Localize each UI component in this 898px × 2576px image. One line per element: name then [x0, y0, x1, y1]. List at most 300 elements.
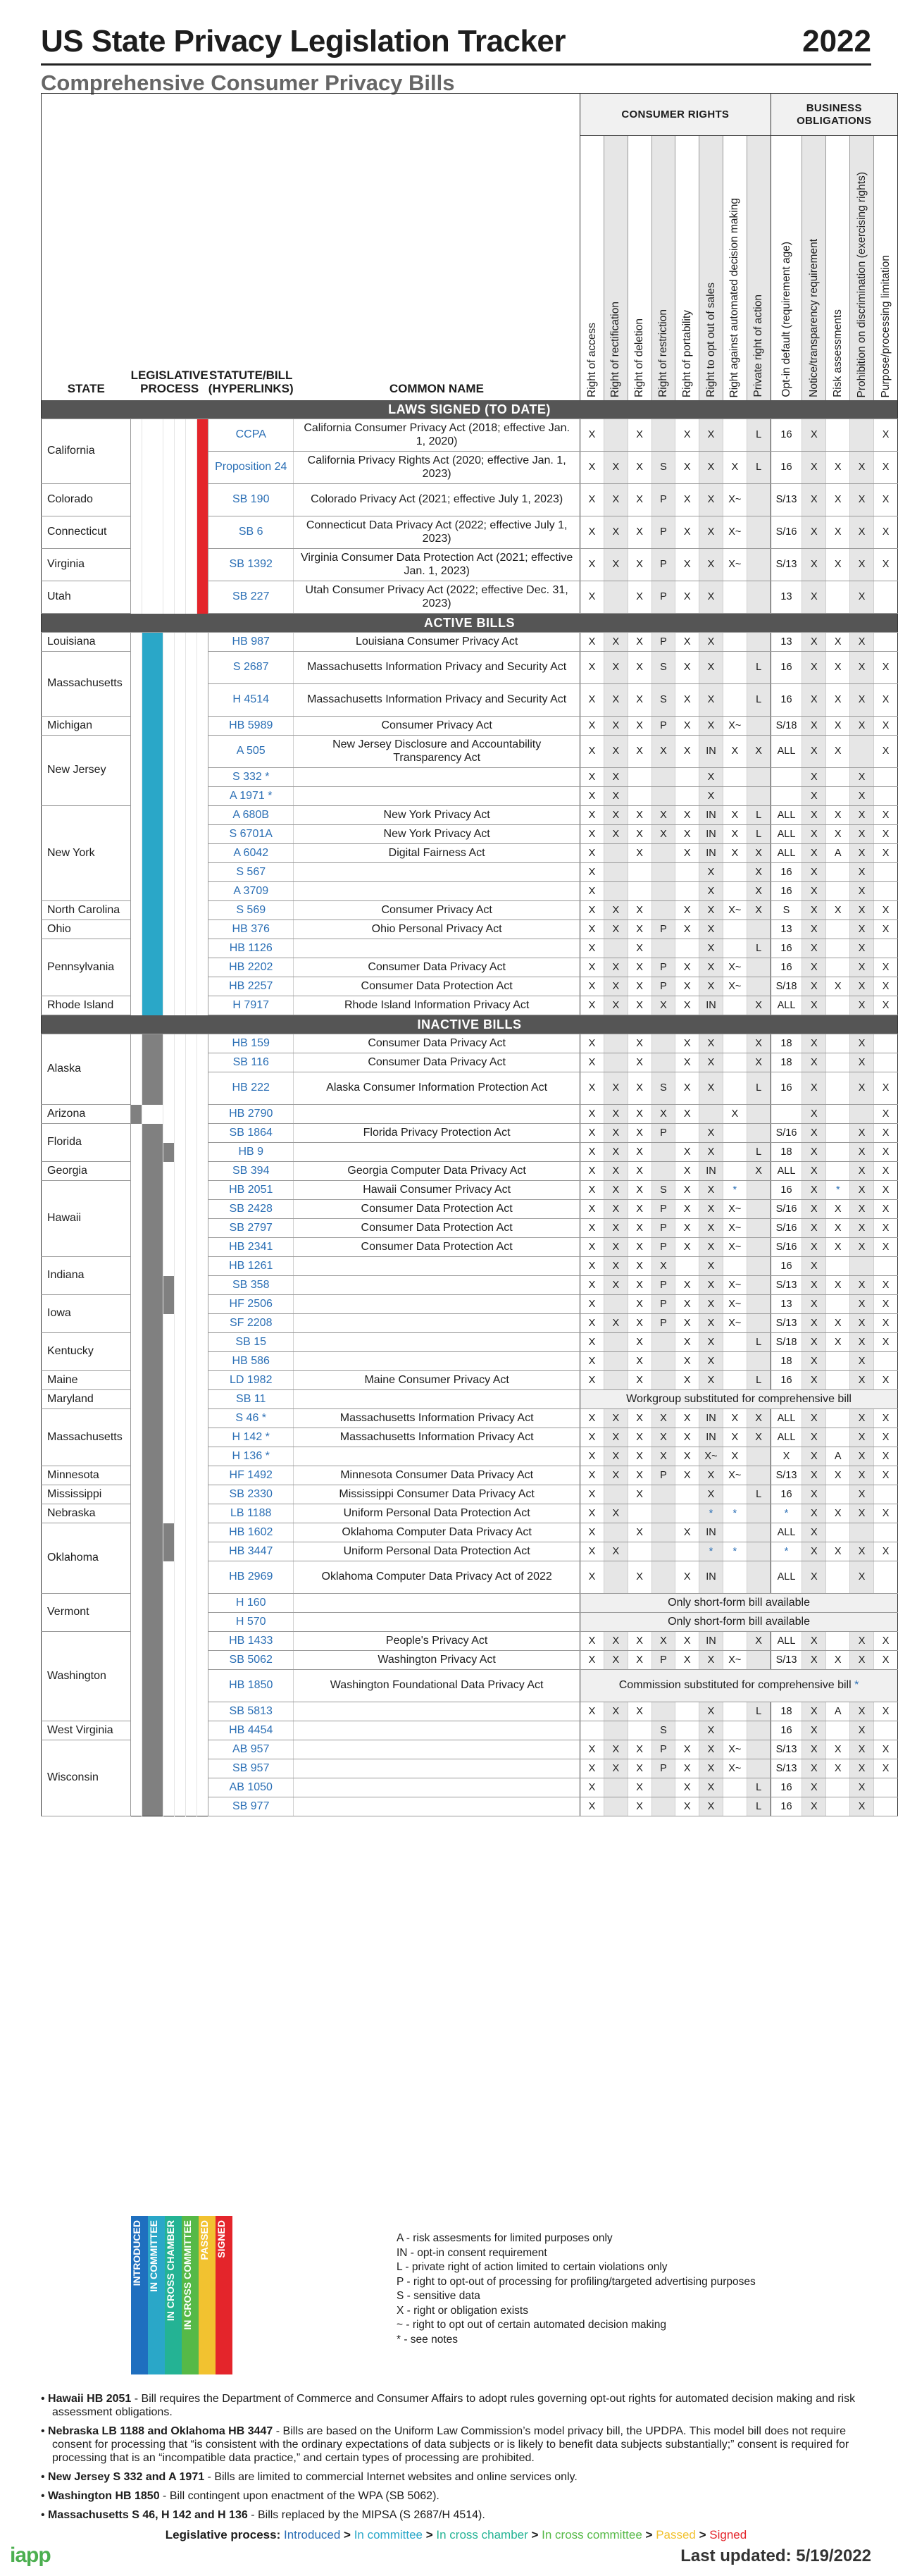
- bill-number[interactable]: SF 2208: [229, 1316, 273, 1329]
- bill-number[interactable]: HB 5989: [229, 719, 273, 731]
- process-slot: [197, 1314, 208, 1333]
- value-cell: X: [604, 1162, 628, 1181]
- value-cell: [747, 1352, 771, 1371]
- value-cell: 13: [771, 920, 802, 939]
- state-name: Connecticut: [42, 516, 131, 549]
- value-cell: X: [850, 1721, 874, 1740]
- value-cell: X: [628, 1523, 651, 1542]
- value-cell: [675, 1721, 699, 1740]
- value-cell: X: [628, 549, 651, 581]
- bill-number[interactable]: HF 1492: [229, 1468, 273, 1481]
- value-cell: X~: [723, 1276, 747, 1295]
- bullet-icon: •: [41, 2425, 49, 2437]
- bill-link[interactable]: [208, 1428, 294, 1447]
- bill-row: [42, 1613, 898, 1632]
- process-slot: [174, 549, 185, 581]
- value-cell: X: [850, 844, 874, 863]
- common-name: New York Privacy Act: [294, 825, 580, 844]
- value-cell: [604, 1485, 628, 1504]
- bill-number[interactable]: AB 957: [232, 1742, 270, 1755]
- common-name: Massachusetts Information Privacy Act: [294, 1428, 580, 1447]
- process-slot: [197, 1561, 208, 1594]
- process-slot: [131, 1740, 142, 1759]
- value-cell: X: [802, 652, 826, 684]
- value-cell: X: [747, 996, 771, 1015]
- bill-link[interactable]: [208, 1124, 294, 1143]
- bill-number[interactable]: H 136: [232, 1449, 263, 1462]
- value-cell: X: [675, 1797, 699, 1816]
- bill-link[interactable]: [208, 633, 294, 652]
- process-slot: [131, 977, 142, 996]
- value-cell: [747, 1238, 771, 1257]
- bill-link[interactable]: [208, 684, 294, 717]
- bill-number[interactable]: A 1971: [229, 789, 265, 802]
- bill-link[interactable]: [208, 1523, 294, 1542]
- bill-link[interactable]: [208, 1390, 294, 1409]
- bill-number[interactable]: HB 2202: [229, 960, 273, 973]
- value-cell: S/18: [771, 977, 802, 996]
- value-cell: X: [850, 717, 874, 736]
- bill-link[interactable]: [208, 1778, 294, 1797]
- bill-number[interactable]: A 6042: [233, 846, 269, 859]
- value-cell: X: [699, 1295, 723, 1314]
- value-cell: X: [802, 1162, 826, 1181]
- bill-link[interactable]: [208, 484, 294, 516]
- value-cell: [826, 1371, 850, 1390]
- process-slot: [142, 1428, 163, 1447]
- bill-number[interactable]: S 569: [236, 903, 266, 916]
- value-cell: X: [699, 882, 723, 901]
- process-slot: [197, 1238, 208, 1257]
- process-slot: [174, 736, 185, 768]
- process-slot: [163, 901, 174, 920]
- value-cell: X: [850, 581, 874, 614]
- state-name: Virginia: [42, 549, 131, 581]
- bill-link[interactable]: [208, 1561, 294, 1594]
- bill-number[interactable]: Proposition 24: [215, 461, 287, 473]
- value-cell: [826, 1721, 850, 1740]
- bill-link[interactable]: [208, 652, 294, 684]
- footnote: [41, 2508, 858, 2522]
- bill-number[interactable]: HB 586: [232, 1354, 270, 1367]
- bill-number[interactable]: A 505: [236, 745, 266, 757]
- process-slot: [163, 939, 174, 958]
- value-cell: 16: [771, 882, 802, 901]
- value-cell: P: [651, 1219, 675, 1238]
- bill-link[interactable]: [208, 882, 294, 901]
- value-cell: X~: [723, 958, 747, 977]
- bill-link[interactable]: [208, 1702, 294, 1721]
- state-name: West Virginia: [42, 1721, 131, 1740]
- footnote-subject: Washington HB 1850: [48, 2490, 160, 2502]
- footnote: [41, 2489, 858, 2503]
- bill-number[interactable]: SB 977: [232, 1800, 270, 1812]
- stage-legend: [41, 2216, 871, 2374]
- bill-link[interactable]: [208, 1257, 294, 1276]
- value-cell: [771, 768, 802, 787]
- bill-number[interactable]: S 2687: [232, 661, 269, 674]
- bill-number[interactable]: SB 190: [232, 493, 270, 506]
- value-cell: X: [675, 806, 699, 825]
- bill-number[interactable]: HB 1433: [229, 1634, 273, 1647]
- bill-number[interactable]: SB 957: [232, 1761, 270, 1774]
- value-cell: [723, 1485, 747, 1504]
- value-cell: 16: [771, 1485, 802, 1504]
- value-cell: ALL: [771, 1162, 802, 1181]
- process-slot: [197, 1371, 208, 1390]
- process-slot: [186, 1778, 197, 1797]
- bill-link[interactable]: [208, 717, 294, 736]
- value-cell: X: [604, 1314, 628, 1333]
- process-slot: [163, 882, 174, 901]
- section-row: [42, 614, 898, 633]
- bill-link[interactable]: [208, 1352, 294, 1371]
- bill-row: [42, 1778, 898, 1797]
- bill-number[interactable]: HB 2790: [229, 1107, 273, 1120]
- bill-link[interactable]: [208, 549, 294, 581]
- value-cell: X: [580, 1333, 604, 1352]
- value-cell: [723, 419, 747, 452]
- process-slot: [174, 1352, 185, 1371]
- bill-link[interactable]: [208, 768, 294, 787]
- bill-number[interactable]: S 567: [236, 865, 266, 878]
- bill-link[interactable]: [208, 1797, 294, 1816]
- value-cell: X: [850, 882, 874, 901]
- bill-number[interactable]: H 4514: [232, 693, 270, 706]
- bill-number[interactable]: S 6701A: [229, 827, 273, 840]
- bill-number[interactable]: HB 9: [238, 1145, 264, 1158]
- value-cell: X: [628, 419, 651, 452]
- value-cell: 16: [771, 1181, 802, 1200]
- column-header-12: [850, 136, 874, 401]
- bill-link[interactable]: [208, 939, 294, 958]
- bill-number[interactable]: SB 5813: [229, 1704, 273, 1717]
- bill-link[interactable]: [208, 1613, 294, 1632]
- bill-row: [42, 516, 898, 549]
- process-slot: [197, 1072, 208, 1105]
- statute-column-header: STATUTE/BILL (HYPERLINKS): [208, 368, 294, 396]
- bill-link[interactable]: [208, 1485, 294, 1504]
- process-slot: [174, 1333, 185, 1352]
- value-cell: X: [850, 939, 874, 958]
- value-cell: X: [826, 1759, 850, 1778]
- value-cell: [723, 1053, 747, 1072]
- bill-link[interactable]: [208, 844, 294, 863]
- process-slot: [163, 787, 174, 806]
- stage-bar-in-committee: [148, 2216, 165, 2374]
- common-name: Alaska Consumer Information Protection Act: [294, 1072, 580, 1105]
- bill-number[interactable]: H 570: [235, 1615, 266, 1628]
- value-cell: L: [747, 1778, 771, 1797]
- bill-number[interactable]: HB 222: [232, 1082, 270, 1094]
- bill-link[interactable]: [208, 1053, 294, 1072]
- bill-link[interactable]: [208, 1105, 294, 1124]
- bill-number[interactable]: HB 2051: [229, 1183, 273, 1196]
- process-slot: [186, 1702, 197, 1721]
- bill-link[interactable]: [208, 806, 294, 825]
- value-cell: X: [850, 1143, 874, 1162]
- common-name: Consumer Privacy Act: [294, 717, 580, 736]
- bill-link[interactable]: [208, 736, 294, 768]
- value-cell: [723, 787, 747, 806]
- bill-number[interactable]: SB 2330: [229, 1487, 273, 1500]
- bill-link[interactable]: [208, 1371, 294, 1390]
- bill-number[interactable]: HB 1261: [229, 1259, 273, 1272]
- value-cell: S/13: [771, 484, 802, 516]
- bill-link[interactable]: [208, 1162, 294, 1181]
- bill-link[interactable]: [208, 977, 294, 996]
- bill-number[interactable]: SB 1392: [229, 558, 273, 571]
- bill-number[interactable]: SB 227: [232, 590, 270, 603]
- value-cell: 18: [771, 1702, 802, 1721]
- value-cell: X: [747, 1162, 771, 1181]
- value-cell: X: [802, 939, 826, 958]
- common-name: Maine Consumer Privacy Act: [294, 1371, 580, 1390]
- process-slot: [163, 1702, 174, 1721]
- bill-number[interactable]: HB 1602: [229, 1525, 273, 1538]
- bill-number[interactable]: SB 15: [235, 1335, 267, 1348]
- bullet-icon: •: [41, 2471, 49, 2483]
- process-slot: [197, 1466, 208, 1485]
- bill-number[interactable]: SB 116: [232, 1055, 269, 1068]
- bill-link[interactable]: [208, 901, 294, 920]
- value-cell: X: [802, 958, 826, 977]
- bill-number[interactable]: HF 2506: [229, 1297, 273, 1310]
- process-slot: [142, 1238, 163, 1257]
- bill-link[interactable]: [208, 787, 294, 806]
- value-cell: X: [802, 1651, 826, 1670]
- bill-link[interactable]: [208, 863, 294, 882]
- bill-link[interactable]: [208, 1721, 294, 1740]
- bill-link[interactable]: [208, 1594, 294, 1613]
- value-cell: IN: [699, 1523, 723, 1542]
- bill-number[interactable]: A 680B: [232, 808, 270, 821]
- note-star-icon: *: [264, 789, 273, 802]
- value-cell: X: [699, 977, 723, 996]
- state-name: Iowa: [42, 1295, 131, 1333]
- value-cell: X: [675, 736, 699, 768]
- process-slot: [142, 1200, 163, 1219]
- value-cell: [651, 1797, 675, 1816]
- process-slot: [142, 1371, 163, 1390]
- value-cell: X: [675, 1295, 699, 1314]
- value-cell: X~: [723, 901, 747, 920]
- bill-number[interactable]: SB 5062: [229, 1653, 273, 1666]
- bill-number[interactable]: SB 394: [232, 1164, 270, 1177]
- value-cell: [826, 882, 850, 901]
- value-cell: [604, 1721, 628, 1740]
- value-cell: X: [802, 1238, 826, 1257]
- bill-number[interactable]: HB 376: [232, 922, 270, 935]
- bill-link[interactable]: [208, 419, 294, 452]
- process-slot: [131, 901, 142, 920]
- bill-number[interactable]: S 332: [232, 770, 262, 783]
- stage-label: INTRODUCED: [131, 2220, 142, 2286]
- process-slot: [197, 1702, 208, 1721]
- bill-link[interactable]: [208, 1651, 294, 1670]
- bill-link[interactable]: [208, 825, 294, 844]
- bill-number[interactable]: LB 1188: [230, 1506, 272, 1519]
- bill-link[interactable]: [208, 1542, 294, 1561]
- process-step: Signed: [709, 2528, 747, 2541]
- bill-link[interactable]: [208, 516, 294, 549]
- bill-number[interactable]: HB 1126: [229, 941, 273, 954]
- bill-number[interactable]: SB 6: [238, 526, 263, 538]
- value-cell: L: [747, 452, 771, 484]
- bill-number[interactable]: SB 358: [232, 1278, 270, 1291]
- bill-number[interactable]: AB 1050: [229, 1781, 273, 1793]
- bill-link[interactable]: [208, 1466, 294, 1485]
- column-header-row: [42, 136, 898, 401]
- value-cell: [771, 787, 802, 806]
- value-cell: X: [580, 1276, 604, 1295]
- bill-number[interactable]: HB 159: [232, 1036, 270, 1049]
- value-cell: [747, 1561, 771, 1594]
- bill-link[interactable]: [208, 1670, 294, 1702]
- bill-number[interactable]: HB 2257: [229, 979, 273, 992]
- bill-link[interactable]: [208, 1034, 294, 1053]
- process-slot: [174, 1124, 185, 1143]
- value-cell: X: [580, 882, 604, 901]
- column-header-5: [675, 136, 699, 401]
- bill-link[interactable]: [208, 581, 294, 614]
- process-slot: [163, 1181, 174, 1200]
- value-cell: X: [604, 549, 628, 581]
- value-cell: X: [580, 1651, 604, 1670]
- column-header-label: Right of deletion: [633, 318, 646, 397]
- process-slot: [131, 939, 142, 958]
- bill-number[interactable]: H 160: [235, 1596, 266, 1609]
- value-cell: X: [580, 652, 604, 684]
- process-slot: [197, 581, 208, 614]
- bill-link[interactable]: [208, 1219, 294, 1238]
- bill-link[interactable]: [208, 1409, 294, 1428]
- process-slot: [131, 1314, 142, 1333]
- common-name: Louisiana Consumer Privacy Act: [294, 633, 580, 652]
- bill-link[interactable]: [208, 1447, 294, 1466]
- bill-link[interactable]: [208, 1276, 294, 1295]
- process-slot: [142, 1651, 163, 1670]
- bill-number[interactable]: HB 1850: [229, 1679, 273, 1692]
- bill-link[interactable]: [208, 1333, 294, 1352]
- process-slot: [163, 1670, 174, 1702]
- process-slot: [142, 736, 163, 768]
- value-cell: X: [850, 806, 874, 825]
- common-name: Consumer Data Protection Act: [294, 977, 580, 996]
- bill-link[interactable]: [208, 1295, 294, 1314]
- bill-link[interactable]: [208, 452, 294, 484]
- bill-row: [42, 1034, 898, 1053]
- process-slot: [174, 1702, 185, 1721]
- bill-row: [42, 1105, 898, 1124]
- value-cell: [874, 1352, 898, 1371]
- value-cell: X: [580, 1702, 604, 1721]
- value-cell: [723, 633, 747, 652]
- bill-link[interactable]: [208, 920, 294, 939]
- value-cell: *: [699, 1504, 723, 1523]
- bill-link[interactable]: [208, 1632, 294, 1651]
- process-slot: [186, 1200, 197, 1219]
- common-name: California Privacy Rights Act (2020; effective Jan. 1, 2023): [294, 452, 580, 484]
- value-cell: X: [580, 1504, 604, 1523]
- bill-number[interactable]: SB 11: [236, 1392, 266, 1405]
- value-cell: X: [850, 452, 874, 484]
- process-slot: [174, 1409, 185, 1428]
- process-slot: [142, 633, 163, 652]
- process-slot: [197, 684, 208, 717]
- bill-link[interactable]: [208, 1740, 294, 1759]
- bill-number[interactable]: S 46: [235, 1411, 259, 1424]
- value-cell: X: [580, 1409, 604, 1428]
- value-cell: ALL: [771, 1523, 802, 1542]
- bill-number[interactable]: CCPA: [235, 428, 266, 441]
- year-label: 2022: [802, 24, 871, 58]
- process-slot: [186, 452, 197, 484]
- process-slot: [174, 1257, 185, 1276]
- bill-number[interactable]: SB 2797: [229, 1221, 273, 1234]
- bill-number[interactable]: H 7917: [232, 998, 270, 1011]
- consumer-rights-header: CONSUMER RIGHTS: [580, 94, 771, 136]
- bill-number[interactable]: HB 2341: [229, 1240, 273, 1253]
- value-cell: X: [802, 484, 826, 516]
- bill-number[interactable]: LD 1982: [229, 1373, 273, 1386]
- bill-link[interactable]: [208, 1238, 294, 1257]
- bill-link[interactable]: [208, 1200, 294, 1219]
- process-slot: [142, 1594, 163, 1613]
- process-slot: [174, 901, 185, 920]
- value-cell: [747, 768, 771, 787]
- header: [0, 0, 898, 104]
- value-cell: X: [826, 825, 850, 844]
- value-cell: X: [802, 452, 826, 484]
- process-slot: [197, 1797, 208, 1816]
- value-cell: X: [747, 844, 771, 863]
- common-name: Consumer Data Privacy Act: [294, 1053, 580, 1072]
- value-cell: X: [580, 1314, 604, 1333]
- value-cell: X: [802, 1143, 826, 1162]
- bill-number[interactable]: HB 2969: [229, 1571, 273, 1583]
- bill-number[interactable]: SB 1864: [229, 1126, 273, 1139]
- state-name: Rhode Island: [42, 996, 131, 1015]
- bill-link[interactable]: [208, 996, 294, 1015]
- bill-row: [42, 717, 898, 736]
- bill-link[interactable]: [208, 1143, 294, 1162]
- bill-link[interactable]: [208, 1759, 294, 1778]
- bill-number[interactable]: HB 987: [232, 635, 270, 648]
- value-cell: X: [874, 1651, 898, 1670]
- bill-link[interactable]: [208, 1072, 294, 1105]
- value-cell: 16: [771, 958, 802, 977]
- value-cell: [651, 1542, 675, 1561]
- bill-number[interactable]: A 3709: [233, 884, 269, 897]
- value-cell: X: [802, 1542, 826, 1561]
- value-cell: X: [628, 996, 651, 1015]
- bill-link[interactable]: [208, 958, 294, 977]
- bill-link[interactable]: [208, 1314, 294, 1333]
- value-cell: X: [850, 684, 874, 717]
- value-cell: X: [850, 863, 874, 882]
- bill-number[interactable]: H 142: [232, 1430, 263, 1443]
- value-cell: X: [628, 1314, 651, 1333]
- process-slot: [131, 1333, 142, 1352]
- value-cell: 18: [771, 1352, 802, 1371]
- bill-number[interactable]: SB 2428: [229, 1202, 273, 1215]
- value-cell: X: [628, 1447, 651, 1466]
- bill-number[interactable]: HB 4454: [229, 1723, 273, 1736]
- bill-link[interactable]: [208, 1181, 294, 1200]
- bill-number[interactable]: HB 3447: [229, 1544, 273, 1557]
- bill-link[interactable]: [208, 1504, 294, 1523]
